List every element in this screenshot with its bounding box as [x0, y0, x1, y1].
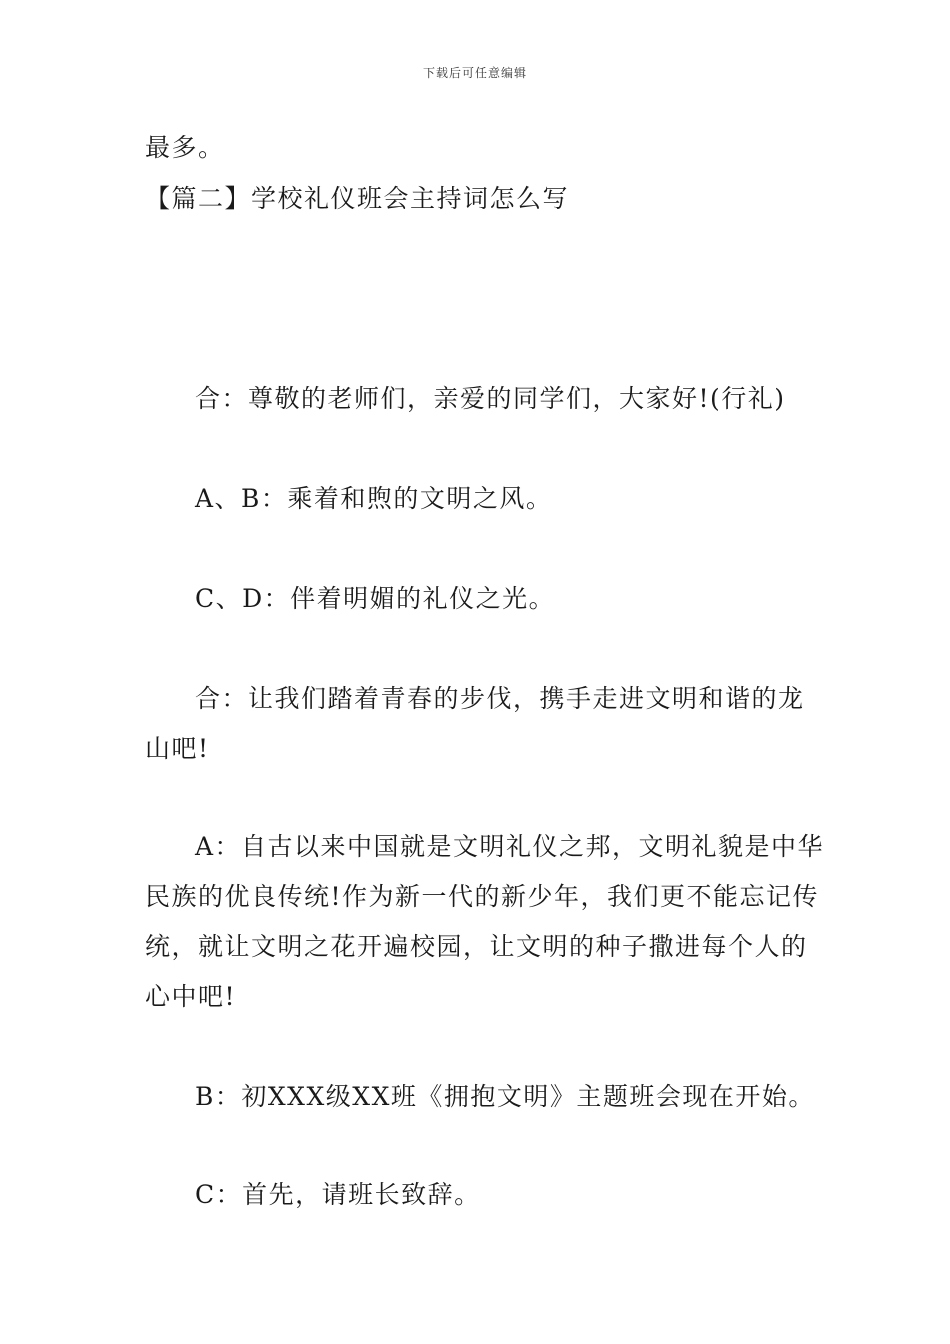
text-line-c: C：首先，请班长致辞。 [195, 1180, 481, 1209]
text-line-together-cont: 山吧! [145, 734, 210, 763]
text-line-a-paragraph: A：自古以来中国就是文明礼仪之邦，文明礼貌是中华 [195, 832, 825, 861]
text-line-continuation: 最多。 [145, 133, 225, 162]
text-line-a-paragraph-3: 统，就让文明之花开遍校园，让文明的种子撒进每个人的 [145, 932, 808, 961]
text-line-b: B：初XXX级XX班《拥抱文明》主题班会现在开始。 [195, 1082, 815, 1111]
section-title: 【篇二】学校礼仪班会主持词怎么写 [145, 184, 570, 213]
text-line-greeting: 合：尊敬的老师们，亲爱的同学们，大家好!(行礼) [195, 384, 786, 413]
text-line-cd: C、D：伴着明媚的礼仪之光。 [195, 584, 556, 613]
text-line-ab: A、B：乘着和煦的文明之风。 [195, 484, 553, 513]
text-line-a-paragraph-2: 民族的优良传统!作为新一代的新少年，我们更不能忘记传 [145, 882, 820, 911]
text-line-a-paragraph-4: 心中吧! [145, 982, 237, 1011]
page-header: 下载后可任意编辑 [422, 66, 527, 80]
text-line-together: 合：让我们踏着青春的步伐，携手走进文明和谐的龙 [195, 684, 805, 713]
